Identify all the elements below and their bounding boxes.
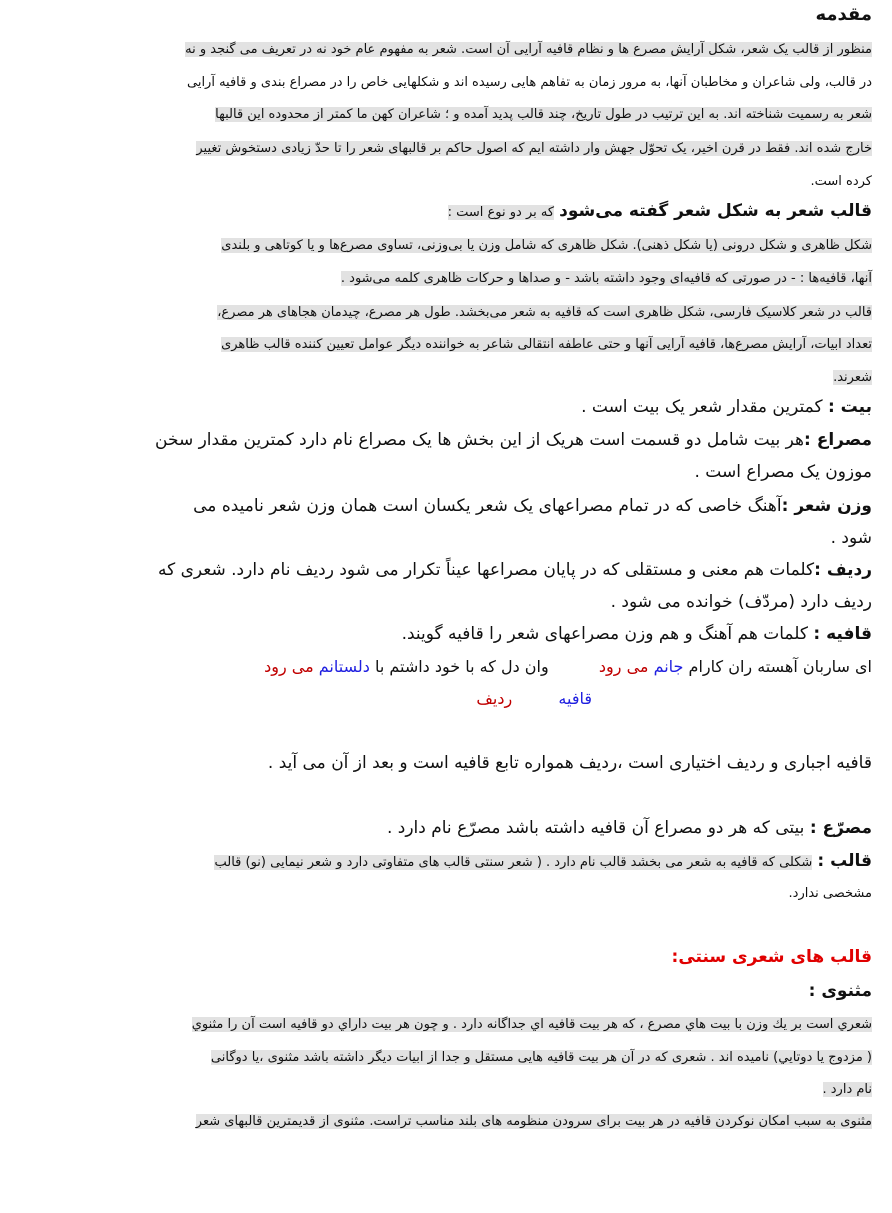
- term-mesra: مصراع :هر بیت شامل دو قسمت است هریک از این بخش ها یک مصراع نام دارد کمترین مقدار سخن: [155, 430, 872, 450]
- example-labels: [476, 689, 592, 709]
- radif-word-1: می رود: [598, 657, 649, 676]
- masnavi-line: نام دارد .: [822, 1082, 872, 1097]
- label-radif: ردیف: [476, 689, 513, 708]
- term-mesra-cont: موزون یک مصراع است .: [694, 462, 872, 482]
- intro-line: منظور از قالب یک شعر، شکل آرایش مصرع ها و نظام قافیه آرایی آن است. شعر به مفهوم عام خود نه در تعریف می گنجد و نه: [185, 42, 872, 57]
- qafie-word-2: دلستانم: [318, 657, 370, 676]
- term-qaleb: قالب : شکلی که قافیه به شعر می بخشد قالب نام دارد . ( شعر سنتی قالب های متفاوتی دارد و شعر نیمایی (نو) قالب: [214, 851, 872, 871]
- form-para2-line: شعرند.: [833, 370, 872, 385]
- term-beyt: بیت : کمترین مقدار شعر یک بیت است .: [581, 397, 872, 417]
- form-para1-line: آنها، قافیه‌ها : - در صورتی که قافیه‌ای وجود داشته باشد - و صداها و حرکات ظاهری کلمه می‌شود .: [340, 271, 872, 286]
- masnavi-line: ( مزدوج يا دوتايي) ناميده اند . شعری که در آن هر بیت قافیه هایی مستقل و جدا از ابیات دیگر داشته باشد مثنوی ،یا دوگانی: [210, 1050, 872, 1065]
- masnavi-line: شعري است بر يك وزن با بيت هاي مصرع ، كه هر بيت قافيه اي جداگانه دارد . و چون هر بيت داراي دو قافيه است آن را مثنوي: [191, 1017, 872, 1032]
- form-para1-line: شکل ظاهری و شکل درونی (یا شکل ذهنی). شکل ظاهری که شامل وزن یا بی‌وزنی، تساوی مصرع‌ها و یا کوتاهی و بلندی: [221, 238, 872, 253]
- term-vazn: وزن شعر :آهنگ خاصی که در تمام مصراعهای یک شعر یکسان است همان وزن شعر نامیده می: [193, 496, 872, 516]
- form-para2-line: قالب در شعر کلاسیک فارسی، شکل ظاهری است که قافیه به شعر می‌بخشد. طول هر مصرع، چیدمان هجاهای هر مصرع،: [217, 305, 872, 320]
- masnavi-line: مثنوی به سبب امکان نوکردن قافیه در هر بیت برای سرودن منظومه های بلند مناسب تراست. مثنوی از قدیمترین قالبهای شعر: [195, 1114, 872, 1129]
- hemistich-2: وان دل که با خود داشتم با دلستانم می رود: [264, 657, 549, 676]
- label-qafie: قافیه: [558, 689, 592, 708]
- intro-line: شعر به رسمیت شناخته اند. به این ترتیب در طول تاریخ، چند قالب پدید آمده و ؛ شاعران کهن ما کمتر از محدوده این قالبها: [215, 107, 872, 122]
- form-heading-rest: که بر دو نوع است :: [447, 205, 555, 220]
- term-vazn-cont: شود .: [830, 528, 872, 548]
- radif-word-2: می رود: [264, 657, 314, 676]
- intro-title: مقدمه: [815, 4, 872, 25]
- intro-line: در قالب، ولی شاعران و مخاطبان آنها، به مرور زمان به تفاهم هایی رسیده اند و شکلهایی خاص را در مصراع بندی و قافیه آرایی: [186, 75, 872, 90]
- term-radif: ردیف :کلمات هم معنی و مستقلی که در پایان مصراعها عیناً تکرار می شود ردیف نام دارد. شعری که: [157, 560, 872, 580]
- traditional-heading: قالب های شعری سنتی:: [671, 947, 872, 967]
- term-mosarra: مصرّع : بیتی که هر دو مصراع آن قافیه داشته باشد مصرّع نام دارد .: [386, 818, 872, 838]
- intro-line: کرده است.: [810, 174, 872, 189]
- term-qafie: قافیه : کلمات هم آهنگ و هم وزن مصراعهای شعر را قافیه گویند.: [401, 624, 872, 644]
- note-line: قافیه اجباری و ردیف اختیاری است ،ردیف همواره تابع قافیه است و بعد از آن می آید .: [267, 753, 872, 773]
- hemistich-1: ای ساربان آهسته ران کارام جانم می رود: [598, 657, 872, 676]
- term-radif-cont: ردیف دارد (مردّف) خوانده می شود .: [610, 592, 872, 612]
- example-verse: [264, 657, 872, 677]
- form-heading: [448, 201, 872, 222]
- masnavi-heading: مثنوی :: [808, 981, 872, 1001]
- term-qaleb-cont: مشخصی ندارد.: [788, 886, 872, 901]
- intro-line: خارج شده اند. فقط در قرن اخیر، یک تحوّل جهش وار داشته ایم که اصول حاکم بر قالبهای شعر را تا حدّ زیادی دستخوش تغییر: [196, 141, 872, 156]
- form-para2-line: تعداد ابیات، آرایش مصرع‌ها، قافیه آرایی آنها و حتی عاطفه انتقالی شاعر به خواننده دیگر عوامل تعیین کننده قالب ظاهری: [221, 337, 872, 352]
- form-heading-bold: قالب شعر به شکل شعر گفته می‌شود: [559, 201, 872, 221]
- qafie-word-1: جانم: [653, 657, 684, 676]
